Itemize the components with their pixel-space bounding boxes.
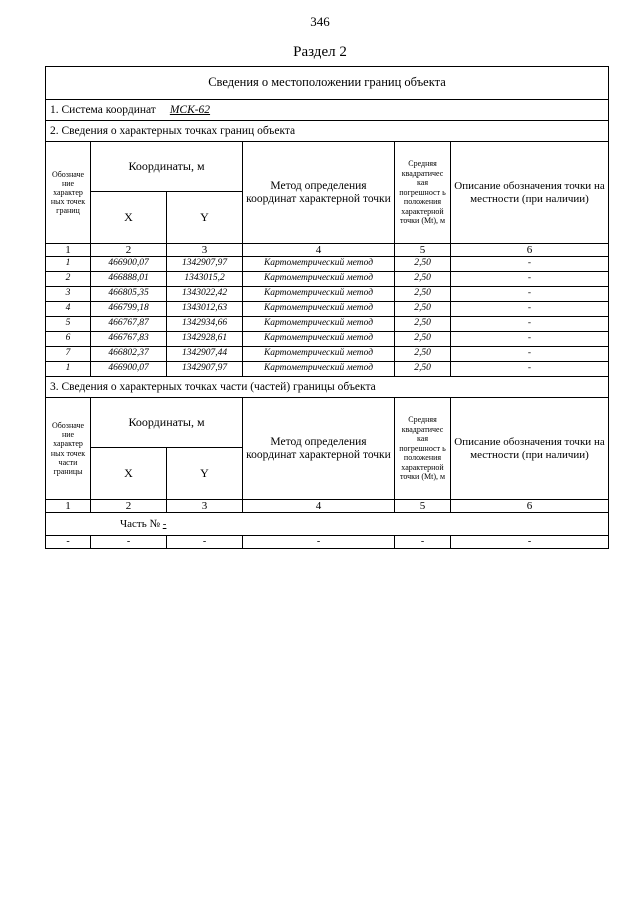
header-method: Метод определения координат характерной точки [243,142,395,244]
header-designation: Обозначе ние характер ных точек границ [46,142,91,244]
point-desc: - [451,257,609,272]
header-rms-part: Средняя квадратичес кая погрешност ь положения характерной точки (Mt), м [395,398,451,500]
table-row [46,362,609,377]
point-y: 1343022,42 [167,287,243,302]
point-x: 466802,37 [91,347,167,362]
table-row [46,317,609,332]
point-mt: 2,50 [395,317,451,332]
col-number: 4 [243,244,395,257]
point-y: 1342934,66 [167,317,243,332]
point-desc: - [451,272,609,287]
point-desc: - [451,302,609,317]
point-x: 466888,01 [91,272,167,287]
point-method: Картометрический метод [243,302,395,317]
col-number: 6 [451,244,609,257]
point-id: 7 [46,347,91,362]
table-row [46,302,609,317]
table-row [46,347,609,362]
coord-system-row [46,100,609,121]
section2-heading: 2. Сведения о характерных точках границ объекта [46,121,609,142]
col-number: 4 [243,500,395,513]
header-designation-part: Обозначе ние характер ных точек части границы [46,398,91,500]
section-title: Раздел 2 [293,44,347,60]
col-number: 5 [395,500,451,513]
col-number: 2 [91,244,167,257]
header-coordinates: Координаты, м [91,142,243,192]
boundary-table [45,66,609,549]
point-x: 466900,07 [91,362,167,377]
header-coordinates-part: Координаты, м [91,398,243,448]
col-number: 2 [91,500,167,513]
point-method: Картометрический метод [243,362,395,377]
point-mt: 2,50 [395,302,451,317]
point-id: 1 [46,362,91,377]
column-numbers [46,244,609,257]
point-mt: 2,50 [395,272,451,287]
empty-cell: - [91,536,167,549]
point-desc: - [451,332,609,347]
point-mt: 2,50 [395,362,451,377]
point-method: Картометрический метод [243,272,395,287]
header-x: X [91,192,167,244]
table-row [46,257,609,272]
header-description: Описание обозначения точки на местности (при наличии) [451,142,609,244]
point-method: Картометрический метод [243,347,395,362]
point-mt: 2,50 [395,332,451,347]
point-id: 3 [46,287,91,302]
point-y: 1342907,97 [167,257,243,272]
point-x: 466767,83 [91,332,167,347]
table-row [46,287,609,302]
table-row [46,332,609,347]
point-y: 1342907,97 [167,362,243,377]
header-method-part: Метод определения координат характерной точки [243,398,395,500]
point-y: 1343012,63 [167,302,243,317]
point-desc: - [451,317,609,332]
page-number: 346 [310,14,330,29]
header-y: Y [167,192,243,244]
point-y: 1342907,44 [167,347,243,362]
col-number: 1 [46,244,91,257]
part-label: Часть № [120,517,160,530]
point-method: Картометрический метод [243,317,395,332]
header-x-part: X [91,448,167,500]
coord-system-value: МСК-62 [169,103,211,116]
point-x: 466900,07 [91,257,167,272]
point-y: 1343015,2 [167,272,243,287]
empty-cell: - [395,536,451,549]
col-number: 3 [167,500,243,513]
header-description-part: Описание обозначения точки на местности (при наличии) [451,398,609,500]
empty-cell: - [46,536,91,549]
point-mt: 2,50 [395,287,451,302]
point-method: Картометрический метод [243,332,395,347]
col-number: 6 [451,500,609,513]
point-x: 466799,18 [91,302,167,317]
section3-heading: 3. Сведения о характерных точках части (частей) границы объекта [46,377,609,398]
banner-title: Сведения о местоположении границ объекта [46,67,609,100]
point-method: Картометрический метод [243,257,395,272]
point-mt: 2,50 [395,257,451,272]
empty-cell: - [167,536,243,549]
point-mt: 2,50 [395,347,451,362]
header-y-part: Y [167,448,243,500]
empty-cell: - [243,536,395,549]
table-row [46,272,609,287]
col-number: 3 [167,244,243,257]
point-id: 5 [46,317,91,332]
point-method: Картометрический метод [243,287,395,302]
point-desc: - [451,347,609,362]
point-x: 466767,87 [91,317,167,332]
empty-cell: - [451,536,609,549]
part-value: - [162,517,167,530]
point-x: 466805,35 [91,287,167,302]
point-id: 6 [46,332,91,347]
point-id: 2 [46,272,91,287]
col-number: 1 [46,500,91,513]
col-number: 5 [395,244,451,257]
column-numbers-part [46,500,609,513]
part-row [46,513,609,536]
point-desc: - [451,362,609,377]
point-id: 1 [46,257,91,272]
table-row [46,536,609,549]
header-rms: Средняя квадратичес кая погрешност ь положения характерной точки (Mt), м [395,142,451,244]
point-id: 4 [46,302,91,317]
point-desc: - [451,287,609,302]
coord-system-label: 1. Система координат [50,103,156,116]
point-y: 1342928,61 [167,332,243,347]
